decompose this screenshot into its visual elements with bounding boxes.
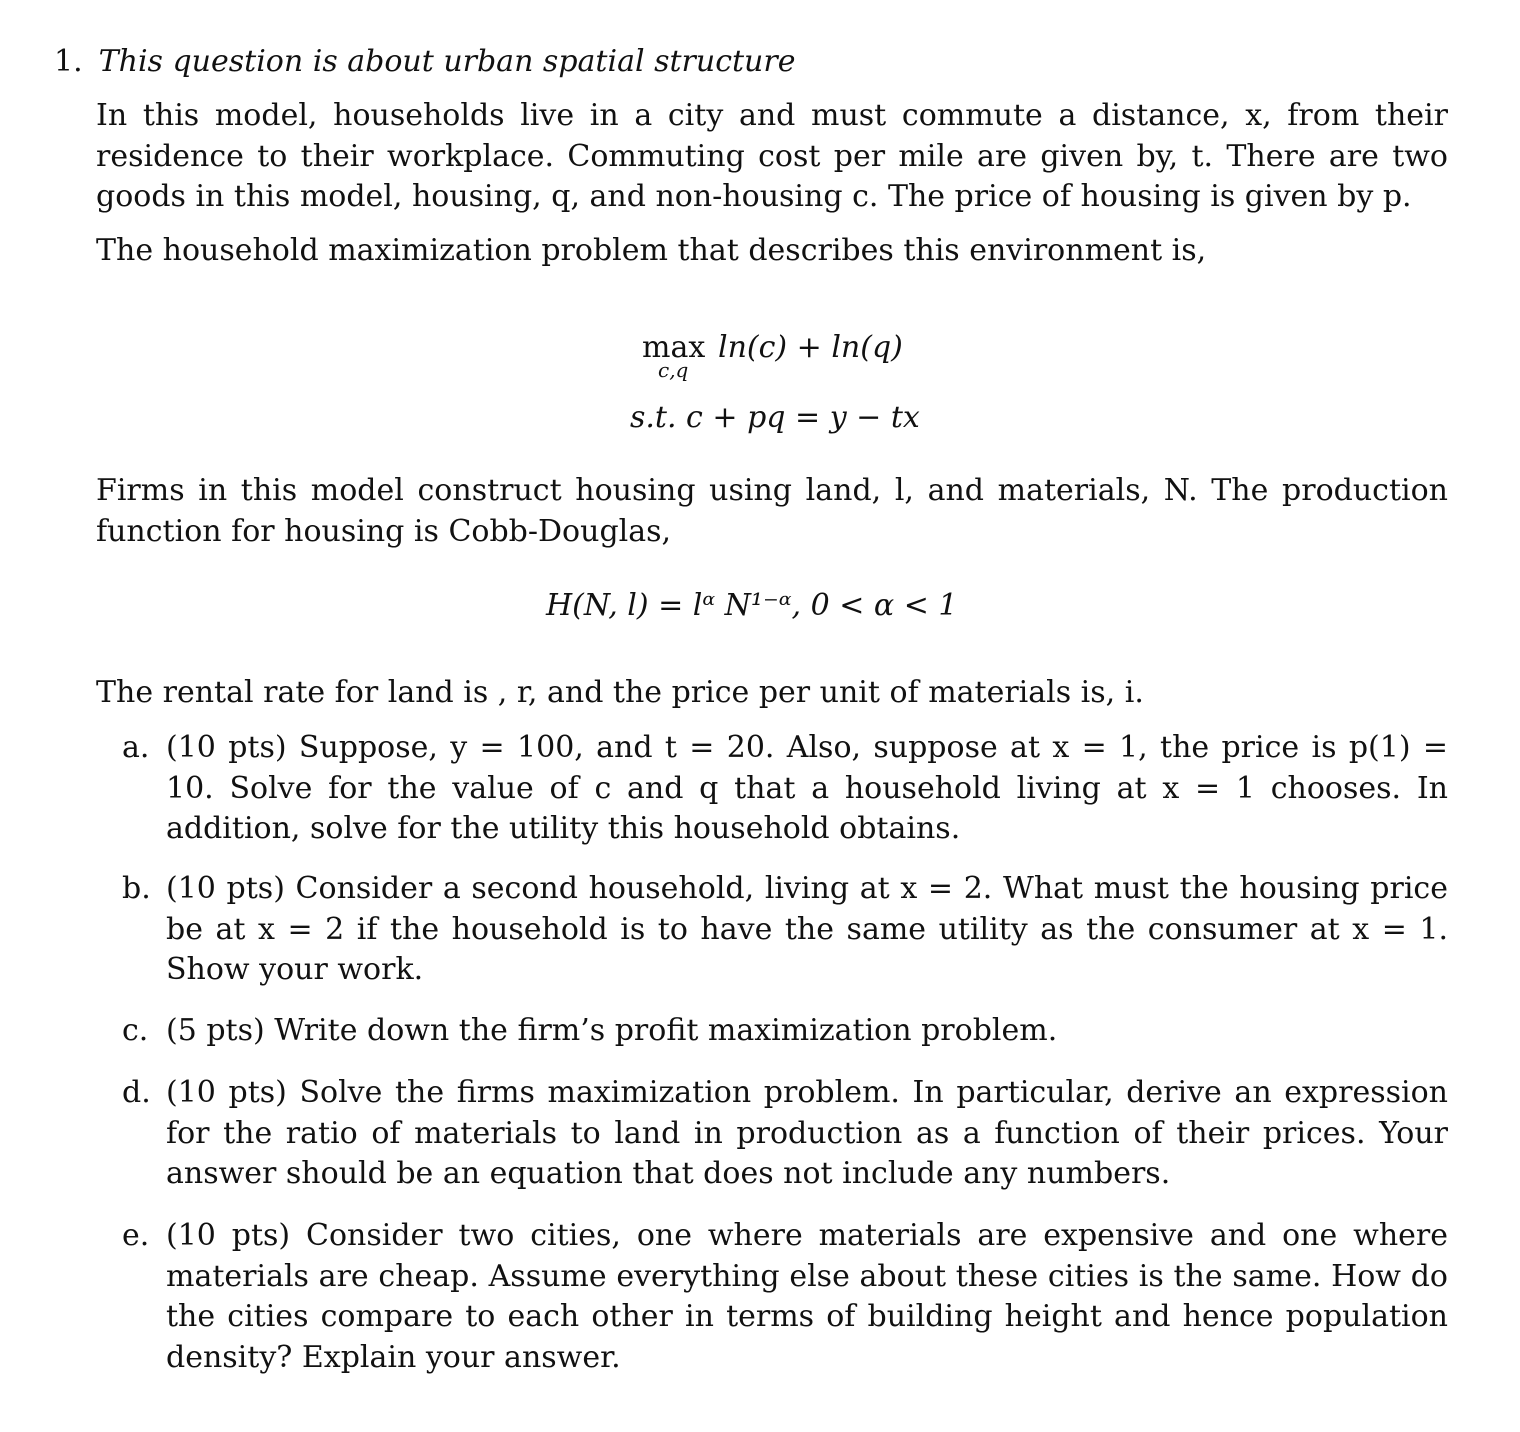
part-a-label: a. bbox=[122, 730, 150, 765]
question-heading bbox=[54, 40, 795, 84]
max-subscript: c,q bbox=[658, 358, 689, 382]
firms-paragraph: Firms in this model construct housing using land, l, and materials, N. The production function for housing is Cobb-Douglas, bbox=[96, 473, 1448, 549]
intro-paragraph: In this model, households live in a city and must commute a distance, x, from their residence to their workplace. Commuting cost per mile are given by, t. There are two goods in this model, housing, q, and non-housing c. The price of housing is given by p. bbox=[96, 98, 1448, 215]
part-e-text: (10 pts) Consider two cities, one where materials are expensive and one where materials are cheap. Assume everything else about these cities is the same. How do the cities compare to each other in terms of building height and hence population density? Explain your answer. bbox=[166, 1218, 1448, 1375]
part-c-text: (5 pts) Write down the firm’s profit maximization problem. bbox=[166, 1013, 1058, 1048]
question-number: 1. bbox=[54, 44, 83, 79]
part-e-label: e. bbox=[122, 1218, 150, 1253]
rental-paragraph: The rental rate for land is , r, and the price per unit of materials is, i. bbox=[96, 675, 1144, 710]
part-d-text: (10 pts) Solve the firms maximization problem. In particular, derive an expression for the ratio of materials to land in production as a function of their prices. Your answer should be an equation that does not include any numbers. bbox=[166, 1075, 1448, 1192]
part-a-text: (10 pts) Suppose, y = 100, and t = 20. Also, suppose at x = 1, the price is p(1) = 10. Solve for the value of c and q that a household living at x = 1 chooses. In addition, solve for the utility this household obtains. bbox=[166, 730, 1448, 847]
part-d-label: d. bbox=[122, 1075, 151, 1110]
question-title: This question is about urban spatial structure bbox=[98, 44, 796, 79]
budget-constraint: s.t. c + pq = y − tx bbox=[630, 400, 920, 435]
production-function: H(N, l) = lᵅ N¹⁻ᵅ, 0 < α < 1 bbox=[546, 588, 958, 623]
objective-function: ln(c) + ln(q) bbox=[718, 330, 903, 365]
part-c-label: c. bbox=[122, 1013, 149, 1048]
household-problem-paragraph: The household maximization problem that describes this environment is, bbox=[96, 233, 1207, 268]
max-word: max bbox=[642, 330, 706, 365]
part-b-label: b. bbox=[122, 871, 151, 906]
part-b-text: (10 pts) Consider a second household, living at x = 2. What must the housing price be at x = 2 if the household is to have the same utility as the consumer at x = 1. Show your work. bbox=[166, 871, 1448, 988]
